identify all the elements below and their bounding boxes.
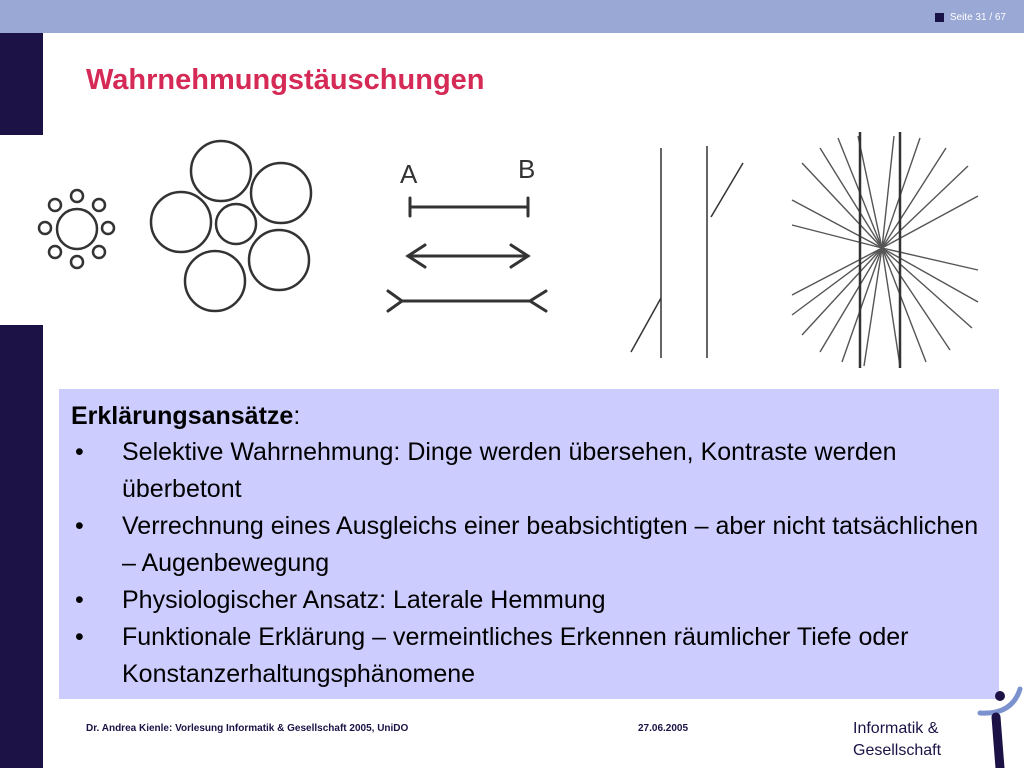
bullet-icon: • bbox=[75, 623, 84, 651]
list-item: • Physiologischer Ansatz: Laterale Hemmung bbox=[71, 582, 987, 619]
page-indicator bbox=[935, 12, 1006, 23]
footer-date: 27.06.2005 bbox=[638, 723, 689, 734]
hering-illusion bbox=[790, 130, 980, 370]
label-b: B bbox=[518, 154, 536, 184]
bullet-icon: • bbox=[75, 512, 84, 540]
brand-name: Informatik & Gesellschaft bbox=[853, 720, 942, 759]
bullet-icon: • bbox=[75, 586, 84, 614]
explanation-heading: Erklärungsansätze: bbox=[71, 402, 301, 430]
poggendorff-illusion bbox=[625, 140, 755, 365]
mueller-lyer-illusion bbox=[380, 145, 560, 320]
explanation-list bbox=[71, 434, 987, 693]
square-icon bbox=[935, 13, 944, 22]
page-number: Seite 31 / 67 bbox=[949, 12, 1006, 23]
list-item: • Funktionale Erklärung – vermeintliches Erkennen räumlicher Tiefe oder Konstanzerhaltungsphänomene bbox=[71, 619, 987, 693]
footer-author: Dr. Andrea Kienle: Vorlesung Informatik & Gesellschaft 2005, UniDO bbox=[86, 723, 409, 734]
top-bar bbox=[0, 0, 1024, 33]
ebbinghaus-illusion bbox=[30, 132, 330, 332]
left-bar-bottom bbox=[0, 325, 43, 768]
slide-title: Wahrnehmungstäuschungen bbox=[86, 64, 485, 96]
left-bar-top bbox=[0, 33, 43, 135]
list-item: • Selektive Wahrnehmung: Dinge werden übersehen, Kontraste werden überbetont bbox=[71, 434, 987, 508]
explanation-box bbox=[59, 389, 999, 699]
informatik-logo-icon bbox=[960, 683, 1024, 768]
list-item: • Verrechnung eines Ausgleichs einer beabsichtigten – aber nicht tatsächlichen – Augenbewegung bbox=[71, 508, 987, 582]
bullet-icon: • bbox=[75, 438, 84, 466]
label-a: A bbox=[400, 159, 418, 189]
